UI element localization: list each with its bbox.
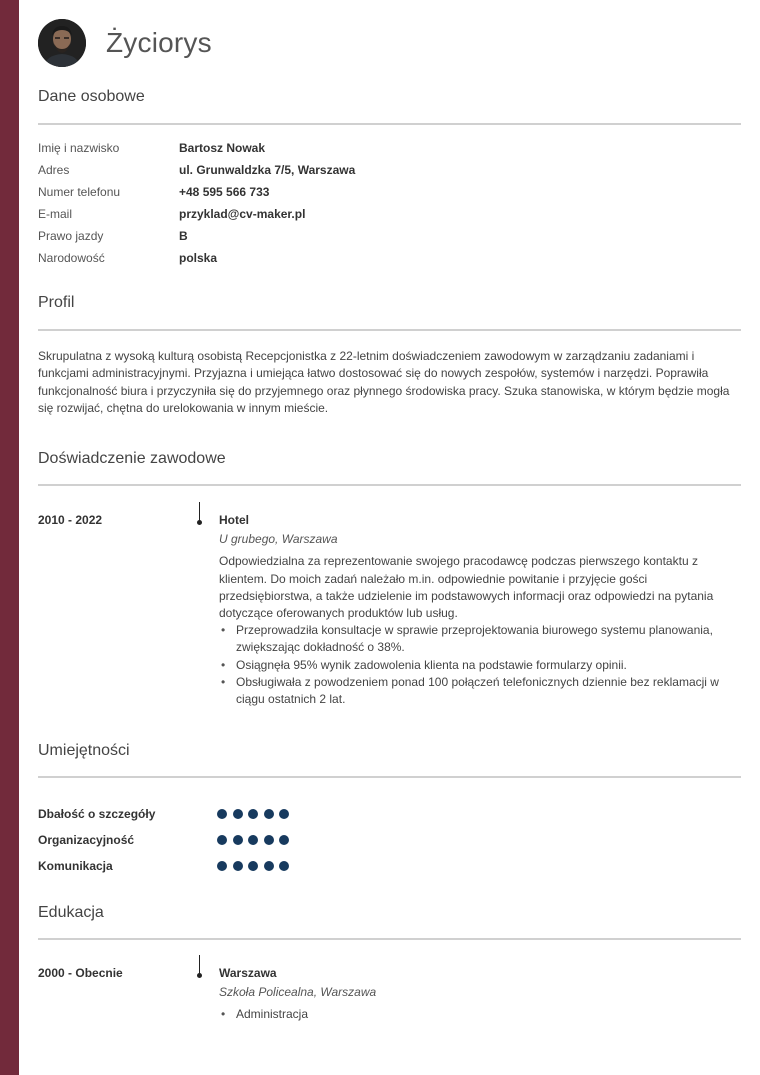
skill-dot-icon — [264, 809, 274, 819]
detail-label: Narodowość — [38, 251, 105, 265]
skill-row — [38, 827, 741, 853]
detail-value: +48 595 566 733 — [179, 185, 270, 199]
entry-dates: 2010 - 2022 — [38, 513, 103, 527]
detail-label: Imię i nazwisko — [38, 141, 120, 155]
list-item: • Przeprowadziła konsultacje w sprawie przeprojektowania biurowego systemu planowania, zwiększając dokładność o 38%. — [219, 622, 741, 656]
skill-level-dots — [217, 809, 295, 819]
section-title-education: Edukacja — [38, 904, 104, 921]
detail-label: Adres — [38, 163, 70, 177]
profile-summary: Skrupulatna z wysoką kulturą osobistą Recepcjonistka z 22-letnim doświadczeniem zawodowym w zarządzaniu zadaniami i funkcjami administracyjnymi. Przyjazna i umiejąca łatwo dostosować się do nowych zespołów, systemów i narzędzi. Poprawiła funkcjonalność biura i przyczyniła się do przyjemnego oraz płynnego środowiska pracy. Szuka stanowiska, w którym będzie mogła się rozwijać, chętna do urelokowania w innym mieście. — [38, 349, 730, 416]
skill-dot-icon — [279, 861, 289, 871]
detail-value: Bartosz Nowak — [179, 141, 266, 155]
personal-details-list — [38, 137, 741, 269]
skill-dot-icon — [279, 835, 289, 845]
section-divider — [38, 484, 741, 486]
timeline-dot-icon — [197, 520, 202, 525]
section-divider — [38, 776, 741, 778]
section-profile-header — [38, 294, 741, 312]
section-title-experience: Doświadczenie zawodowe — [38, 450, 226, 467]
skill-level-dots — [217, 835, 295, 845]
entry-company: U grubego, Warszawa — [219, 532, 338, 547]
entry-description: Odpowiedzialna za reprezentowanie swojego pracodawcę podczas pierwszego kontaktu z klientem. Do moich zadań należało m.in. odpowiednie powitanie i przyjęcie gości przedsiębiorstwa, a także udzielenie im podstawowych informacji oraz odpowiedzi na pytania dotyczące oferowanych produktów lub usług. — [219, 554, 714, 621]
detail-value: polska — [179, 251, 218, 265]
resume-header — [38, 19, 212, 67]
detail-row-phone — [38, 181, 741, 203]
skill-dot-icon — [279, 809, 289, 819]
list-item: • Obsługiwała z powodzeniem ponad 100 połączeń telefonicznych dziennie bez reklamacji w ciągu ostatnich 2 lat. — [219, 674, 741, 708]
section-personal-header — [38, 88, 741, 106]
skill-dot-icon — [233, 809, 243, 819]
entry-position: Hotel — [219, 513, 249, 527]
skill-dot-icon — [248, 861, 258, 871]
section-divider — [38, 938, 741, 940]
detail-label: Numer telefonu — [38, 185, 121, 199]
detail-row-nationality — [38, 247, 741, 269]
skill-dot-icon — [233, 835, 243, 845]
entry-subjects-list — [219, 1006, 741, 1023]
skill-row — [38, 853, 741, 879]
detail-row-driving-license — [38, 225, 741, 247]
section-experience-header — [38, 450, 741, 468]
skill-dot-icon — [233, 861, 243, 871]
skill-level-dots — [217, 861, 295, 871]
entry-dates: 2000 - Obecnie — [38, 966, 123, 980]
section-title-personal: Dane osobowe — [38, 88, 145, 105]
detail-value: B — [179, 229, 188, 243]
timeline-line — [199, 955, 200, 974]
skill-name: Dbałość o szczegóły — [38, 807, 156, 821]
detail-row-address — [38, 159, 741, 181]
detail-label: E-mail — [38, 207, 73, 221]
skill-dot-icon — [264, 861, 274, 871]
person-photo-icon — [38, 19, 86, 67]
skill-row — [38, 801, 741, 827]
section-title-profile: Profil — [38, 294, 75, 311]
section-education-header — [38, 904, 741, 922]
skill-name: Organizacyjność — [38, 833, 135, 847]
entry-achievements-list — [219, 622, 741, 708]
section-divider — [38, 329, 741, 331]
skill-dot-icon — [217, 835, 227, 845]
skills-list — [38, 801, 741, 879]
entry-body — [219, 512, 741, 708]
skill-name: Komunikacja — [38, 859, 113, 873]
skill-dot-icon — [217, 809, 227, 819]
detail-value: ul. Grunwaldzka 7/5, Warszawa — [179, 163, 356, 177]
timeline-dot-icon — [197, 973, 202, 978]
skill-dot-icon — [248, 809, 258, 819]
timeline-line — [199, 502, 200, 521]
skill-dot-icon — [264, 835, 274, 845]
detail-row-name — [38, 137, 741, 159]
list-item: • Administracja — [219, 1006, 741, 1023]
section-skills-header — [38, 742, 741, 760]
detail-row-email — [38, 203, 741, 225]
avatar — [38, 19, 86, 67]
section-title-skills: Umiejętności — [38, 742, 130, 759]
detail-value: przyklad@cv-maker.pl — [179, 207, 306, 221]
entry-body — [219, 965, 741, 1024]
section-divider — [38, 123, 741, 125]
entry-school: Warszawa — [219, 966, 277, 980]
entry-institution: Szkoła Policealna, Warszawa — [219, 985, 377, 1000]
page-title: Życiorys — [106, 27, 212, 58]
skill-dot-icon — [217, 861, 227, 871]
accent-sidebar-band — [0, 0, 19, 1075]
list-item: • Osiągnęła 95% wynik zadowolenia klienta na podstawie formularzy opinii. — [219, 657, 741, 674]
detail-label: Prawo jazdy — [38, 229, 104, 243]
skill-dot-icon — [248, 835, 258, 845]
